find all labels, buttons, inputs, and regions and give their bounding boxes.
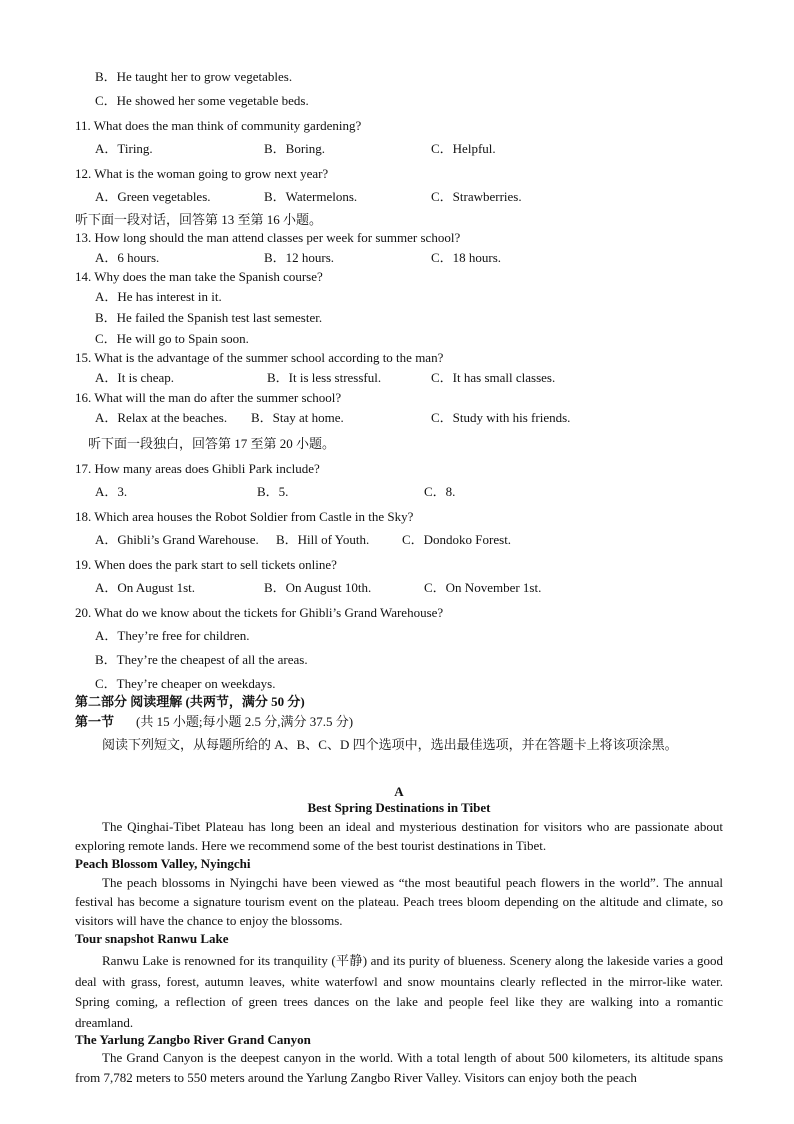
q17-option-a: A．3. — [95, 484, 128, 499]
q11-option-b: B．Boring. — [264, 141, 326, 156]
q12-option-a: A．Green vegetables. — [95, 189, 211, 204]
q13-stem: 13. How long should the man attend classes per week for summer school? — [75, 230, 461, 245]
section1-label: 第一节 — [75, 714, 115, 729]
q13-option-a: A．6 hours. — [95, 250, 160, 265]
q14-option-b: B．He failed the Spanish test last semester. — [95, 310, 323, 325]
q18-option-b: B．Hill of Youth. — [276, 532, 370, 547]
q15-option-b: B．It is less stressful. — [267, 370, 382, 385]
q17-option-b: B．5. — [257, 484, 289, 499]
q16-option-b: B．Stay at home. — [251, 410, 344, 425]
q11-stem: 11. What does the man think of community gardening? — [75, 118, 362, 133]
reading-instruction: 阅读下列短文，从每题所给的 A、B、C、D 四个选项中，选出最佳选项，并在答题卡上将该项涂黑。 — [102, 737, 678, 752]
heading-ranwu-lake: Tour snapshot Ranwu Lake — [75, 931, 229, 946]
q16-stem: 16. What will the man do after the summer school? — [75, 390, 342, 405]
q19-stem: 19. When does the park start to sell tickets online? — [75, 557, 337, 572]
passage-intro: The Qinghai-Tibet Plateau has long been an ideal and mysterious destination for visitors who are passionate about exploring remote lands. Here we recommend some of the best tourist destinations in Tibet. — [75, 819, 723, 853]
q14-option-c: C．He will go to Spain soon. — [95, 331, 249, 346]
q13-option-b: B．12 hours. — [264, 250, 335, 265]
q12-option-b: B．Watermelons. — [264, 189, 358, 204]
q14-stem: 14. Why does the man take the Spanish course? — [75, 269, 323, 284]
q16-option-c: C．Study with his friends. — [431, 410, 571, 425]
passage-letter: A — [394, 784, 404, 799]
q20-option-c: C．They’re cheaper on weekdays. — [95, 676, 276, 691]
q20-option-a: A．They’re free for children. — [95, 628, 250, 643]
q10-option-b: B．He taught her to grow vegetables. — [95, 69, 293, 84]
part2-title: 第二部分 阅读理解 (共两节，满分 50 分) — [75, 694, 305, 709]
instruction-13-16: 听下面一段对话，回答第 13 至第 16 小题。 — [75, 212, 323, 227]
q12-option-c: C．Strawberries. — [431, 189, 522, 204]
paragraph-peach-blossom: The peach blossoms in Nyingchi have been viewed as “the most beautiful peach flowers in the world”. The annual festival has become a signature tourism event on the plateau. Peach trees bloom depending on the altitude and climate, so visitors will have the chance to enjoy the blossoms. — [75, 875, 723, 928]
q12-stem: 12. What is the woman going to grow next year? — [75, 166, 329, 181]
passage-title: Best Spring Destinations in Tibet — [307, 800, 491, 815]
heading-grand-canyon: The Yarlung Zangbo River Grand Canyon — [75, 1032, 311, 1047]
q18-stem: 18. Which area houses the Robot Soldier from Castle in the Sky? — [75, 509, 414, 524]
q11-option-a: A．Tiring. — [95, 141, 153, 156]
q15-option-a: A．It is cheap. — [95, 370, 175, 385]
paragraph-grand-canyon: The Grand Canyon is the deepest canyon in the world. With a total length of about 500 kilometers, its altitude spans from 7,782 meters to 550 meters around the Yarlung Zangbo River Valley. Visitors can enjoy both the peach — [75, 1050, 723, 1085]
q11-option-c: C．Helpful. — [431, 141, 496, 156]
q19-option-c: C．On November 1st. — [424, 580, 542, 595]
q17-option-c: C．8. — [424, 484, 456, 499]
q17-stem: 17. How many areas does Ghibli Park include? — [75, 461, 320, 476]
q10-option-c: C．He showed her some vegetable beds. — [95, 93, 309, 108]
q18-option-c: C．Dondoko Forest. — [402, 532, 512, 547]
instruction-17-20: 听下面一段独白，回答第 17 至第 20 小题。 — [88, 436, 336, 451]
q18-option-a: A．Ghibli’s Grand Warehouse. — [95, 532, 259, 547]
q14-option-a: A．He has interest in it. — [95, 289, 222, 304]
paragraph-ranwu-lake: Ranwu Lake is renowned for its tranquility (平静) and its purity of blueness. Scenery along the lakeside varies a good deal with grass, forest, autumn leaves, white waterfowl and snow mountains clearly reflected in the mirror-like water. Spring coming, a reflection of green trees dances on the lake and people feel like they are walking into a romantic dreamland. — [75, 953, 723, 1030]
q19-option-a: A．On August 1st. — [95, 580, 196, 595]
q19-option-b: B．On August 10th. — [264, 580, 372, 595]
section1-note: (共 15 小题;每小题 2.5 分,满分 37.5 分) — [136, 714, 354, 729]
heading-peach-blossom-valley: Peach Blossom Valley, Nyingchi — [75, 856, 251, 871]
q13-option-c: C．18 hours. — [431, 250, 502, 265]
q20-option-b: B．They’re the cheapest of all the areas. — [95, 652, 308, 667]
q15-stem: 15. What is the advantage of the summer school according to the man? — [75, 350, 444, 365]
q15-option-c: C．It has small classes. — [431, 370, 556, 385]
q20-stem: 20. What do we know about the tickets for Ghibli’s Grand Warehouse? — [75, 605, 444, 620]
q16-option-a: A．Relax at the beaches. — [95, 410, 228, 425]
